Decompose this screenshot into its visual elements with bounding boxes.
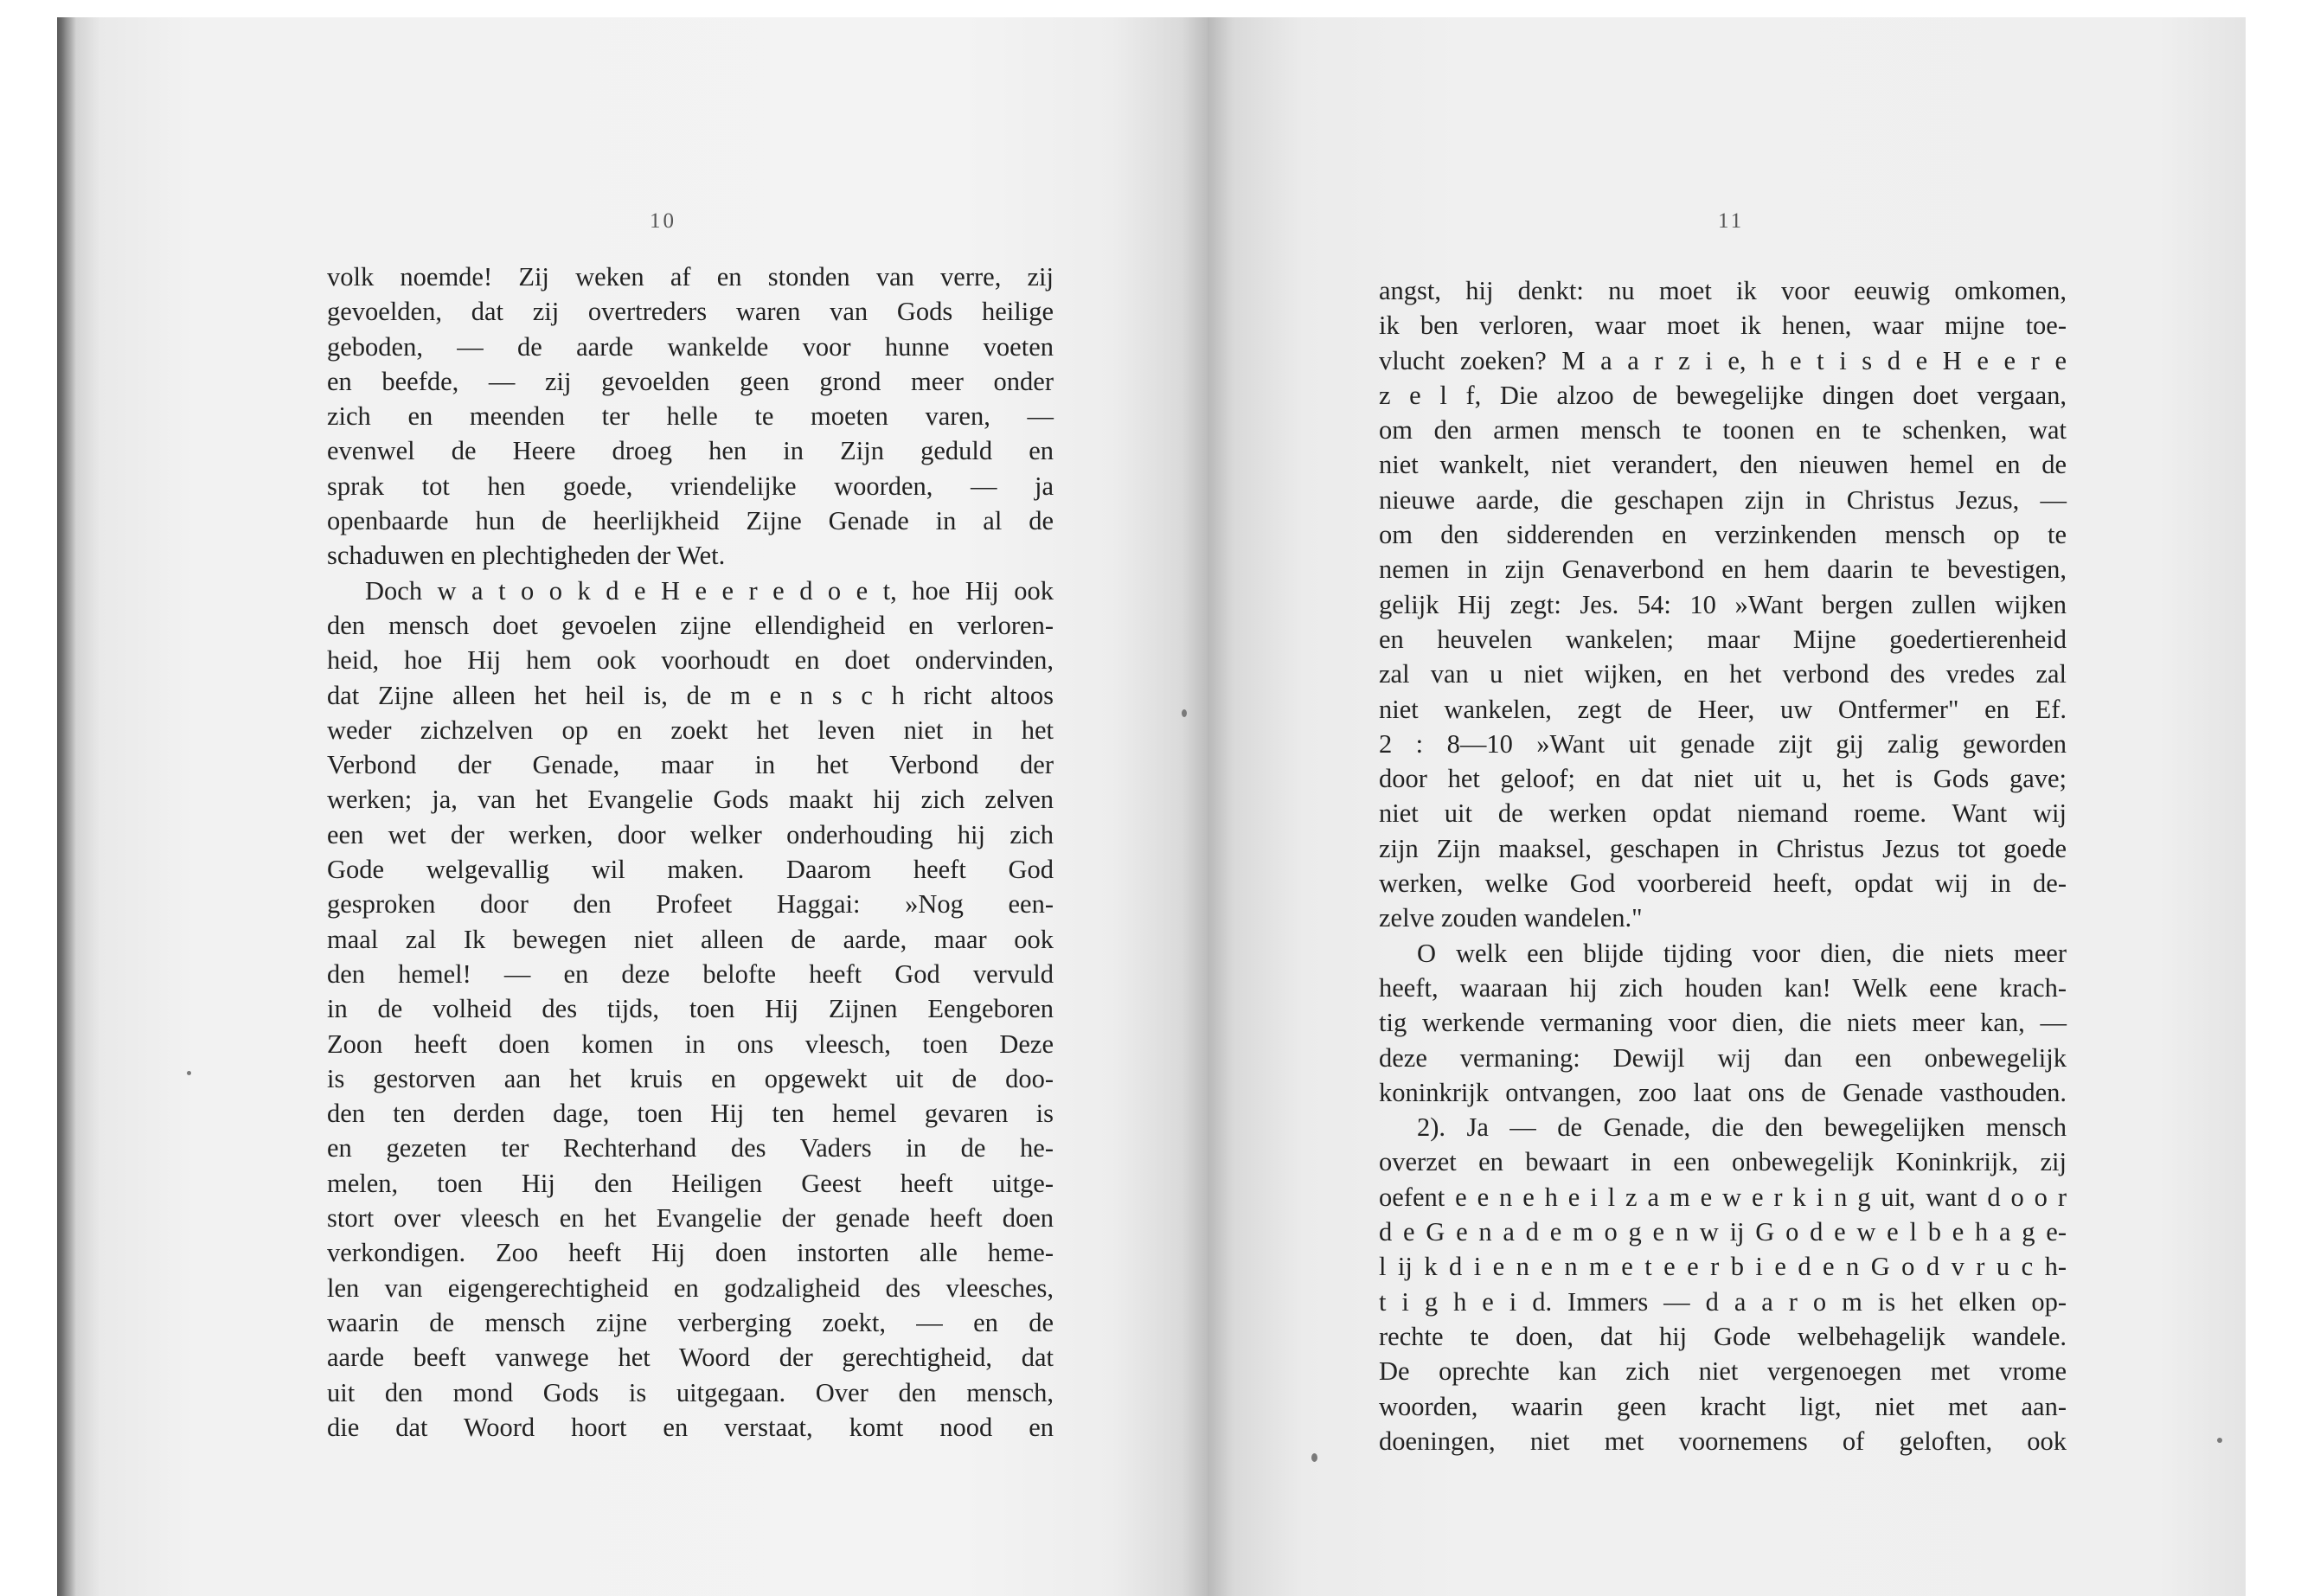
text-line: heeft, waaraan hij zich houden kan! Welk eene krach- [1379,972,2067,1003]
text-line: melen, toen Hij den Heiligen Geest heeft uitge- [327,1168,1054,1198]
text-line: vlucht zoeken? M a a r z i e, h e t i s d e H e e r e [1379,345,2067,375]
paper-speck [187,1071,191,1075]
text-line: gevoelden, dat zij overtreders waren van Gods heilige [327,297,1054,327]
text-line: werken, welke God voorbereid heeft, opdat wij in de- [1379,869,2067,899]
text-line: deze vermaning: Dewijl wij dan een onbewegelijk [1379,1042,2067,1073]
page-edge-shadow [57,17,76,1596]
text-line: tig werkende vermaning voor dien, die niets meer kan, — [1379,1008,2067,1038]
text-line: Zoon heeft doen komen in ons vleesch, toen Deze [327,1029,1054,1059]
text-line: De oprechte kan zich niet vergenoegen met vrome [1379,1356,2067,1387]
text-line: Gode welgevallig wil maken. Daarom heeft God [327,855,1054,885]
text-line: niet wankelt, niet verandert, den nieuwen hemel en de [1379,450,2067,480]
text-line: sprak tot hen goede, vriendelijke woorden, — ja [327,471,1054,501]
text-line: den ten derden dage, toen Hij ten hemel gevaren is [327,1099,1054,1129]
text-line: maal zal Ik bewegen niet alleen de aarde, maar ook [327,924,1054,954]
text-line: werken; ja, van het Evangelie Gods maakt hij zich zelven [327,785,1054,815]
text-line: en gezeten ter Rechterhand des Vaders in de he- [327,1133,1054,1163]
text-line: len van eigengerechtigheid en godzaligheid des vleesches, [327,1272,1054,1303]
text-line: O welk een blijde tijding voor dien, die niets meer [1417,938,2067,968]
text-line: den mensch doet gevoelen zijne ellendigheid en verloren- [327,610,1054,640]
text-line: Verbond der Genade, maar in het Verbond der [327,750,1054,780]
text-line: heid, hoe Hij hem ook voorhoudt en doet ondervinden, [327,645,1054,676]
text-line: en heuvelen wankelen; maar Mijne goedertierenheid [1379,624,2067,654]
left-page-text [327,260,1054,1445]
text-line: om den sidderenden en verzinkenden mensch op te [1379,520,2067,550]
text-line: stort over vleesch en het Evangelie der genade heeft doen [327,1203,1054,1234]
book-spread [57,17,2246,1596]
text-line: gesproken door den Profeet Haggai: »Nog een- [327,889,1054,920]
text-line: ik ben verloren, waar moet ik henen, waar mijne toe- [1379,311,2067,341]
text-line: dat Zijne alleen het heil is, de m e n s c h richt altoos [327,680,1054,710]
text-line: weder zichzelven op en zoekt het leven niet in het [327,715,1054,745]
text-line: om den armen mensch te toonen en te schenken, wat [1379,415,2067,445]
text-line: aarde beeft vanwege het Woord der gerechtigheid, dat [327,1343,1054,1373]
text-line: door het geloof; en dat niet uit u, het is Gods gave; [1379,764,2067,794]
text-line: zelve zouden wandelen." [1379,903,1643,933]
text-line: zijn Zijn maaksel, geschapen in Christus Jezus tot goede [1379,833,2067,863]
text-line: d e G e n a d e m o g e n w ij G o d e w e l b e h a g e- [1379,1217,2067,1247]
text-line: verkondigen. Zoo heeft Hij doen instorten alle heme- [327,1238,1054,1268]
paper-speck [2217,1438,2222,1443]
text-line: volk noemde! Zij weken af en stonden van verre, zij [327,262,1054,292]
text-line: is gestorven aan het kruis en opgewekt uit de doo- [327,1063,1054,1093]
right-page-text [1379,273,2067,1458]
text-line: evenwel de Heere droeg hen in Zijn geduld en [327,436,1054,466]
text-line: angst, hij denkt: nu moet ik voor eeuwig omkomen, [1379,276,2067,305]
text-line: t i g h e i d. Immers — d a a r o m is het elken op- [1379,1286,2067,1317]
left-page [57,17,1208,1596]
text-line: geboden, — de aarde wankelde voor hunne voeten [327,331,1054,362]
text-line: schaduwen en plechtigheden der Wet. [327,541,726,571]
left-page-number: 10 [650,209,676,233]
text-line: en beefde, — zij gevoelden geen grond meer onder [327,366,1054,396]
text-line: woorden, waarin geen kracht ligt, niet met aan- [1379,1391,2067,1421]
text-line: niet wankelen, zegt de Heer, uw Ontfermer" en Ef. [1379,694,2067,724]
text-line: koninkrijk ontvangen, zoo laat ons de Genade vasthouden. [1379,1077,2067,1107]
text-line: rechte te doen, dat hij Gode welbehagelijk wandele. [1379,1321,2067,1351]
text-line: 2). Ja — de Genade, die den bewegelijken mensch [1417,1112,2067,1143]
text-line: die dat Woord hoort en verstaat, komt nood en [327,1412,1054,1442]
text-line: in de volheid des tijds, toen Hij Zijnen Eengeboren [327,994,1054,1024]
text-line: den hemel! — en deze belofte heeft God vervuld [327,958,1054,989]
right-page-number: 11 [1718,209,1745,233]
right-page [1208,17,2246,1596]
paper-speck [1182,709,1187,717]
text-line: nemen in zijn Genaverbond en hem daarin te bevestigen, [1379,554,2067,585]
text-line: Doch w a t o o k d e H e e r e d o e t, hoe Hij ook [365,575,1054,606]
text-line: z e l f, Die alzoo de bewegelijke dingen doet vergaan, [1379,380,2067,410]
text-line: openbaarde hun de heerlijkheid Zijne Genade in al de [327,506,1054,536]
text-line: zich en meenden ter helle te moeten varen, — [327,401,1054,432]
text-line: waarin de mensch zijne verberging zoekt, — en de [327,1307,1054,1337]
text-line: oefent e e n e h e i l z a m e w e r k i n g uit, want d o o r [1379,1182,2067,1212]
text-line: doeningen, niet met voornemens of geloften, ook [1379,1426,2067,1456]
text-line: gelijk Hij zegt: Jes. 54: 10 »Want bergen zullen wijken [1379,589,2067,619]
text-line: l ij k d i e n e n m e t e e r b i e d e n G o d v r u c h- [1379,1252,2067,1282]
text-line: niet uit de werken opdat niemand roeme. Want wij [1379,798,2067,829]
text-line: zal van u niet wijken, en het verbond des vredes zal [1379,659,2067,689]
text-line: een wet der werken, door welker onderhouding hij zich [327,819,1054,849]
text-line: nieuwe aarde, die geschapen zijn in Christus Jezus, — [1379,484,2067,515]
paper-speck [1311,1453,1317,1462]
text-line: overzet en bewaart in een onbewegelijk Koninkrijk, zij [1379,1147,2067,1177]
text-line: uit den mond Gods is uitgegaan. Over den mensch, [327,1377,1054,1407]
text-line: 2 : 8—10 »Want uit genade zijt gij zalig geworden [1379,728,2067,759]
